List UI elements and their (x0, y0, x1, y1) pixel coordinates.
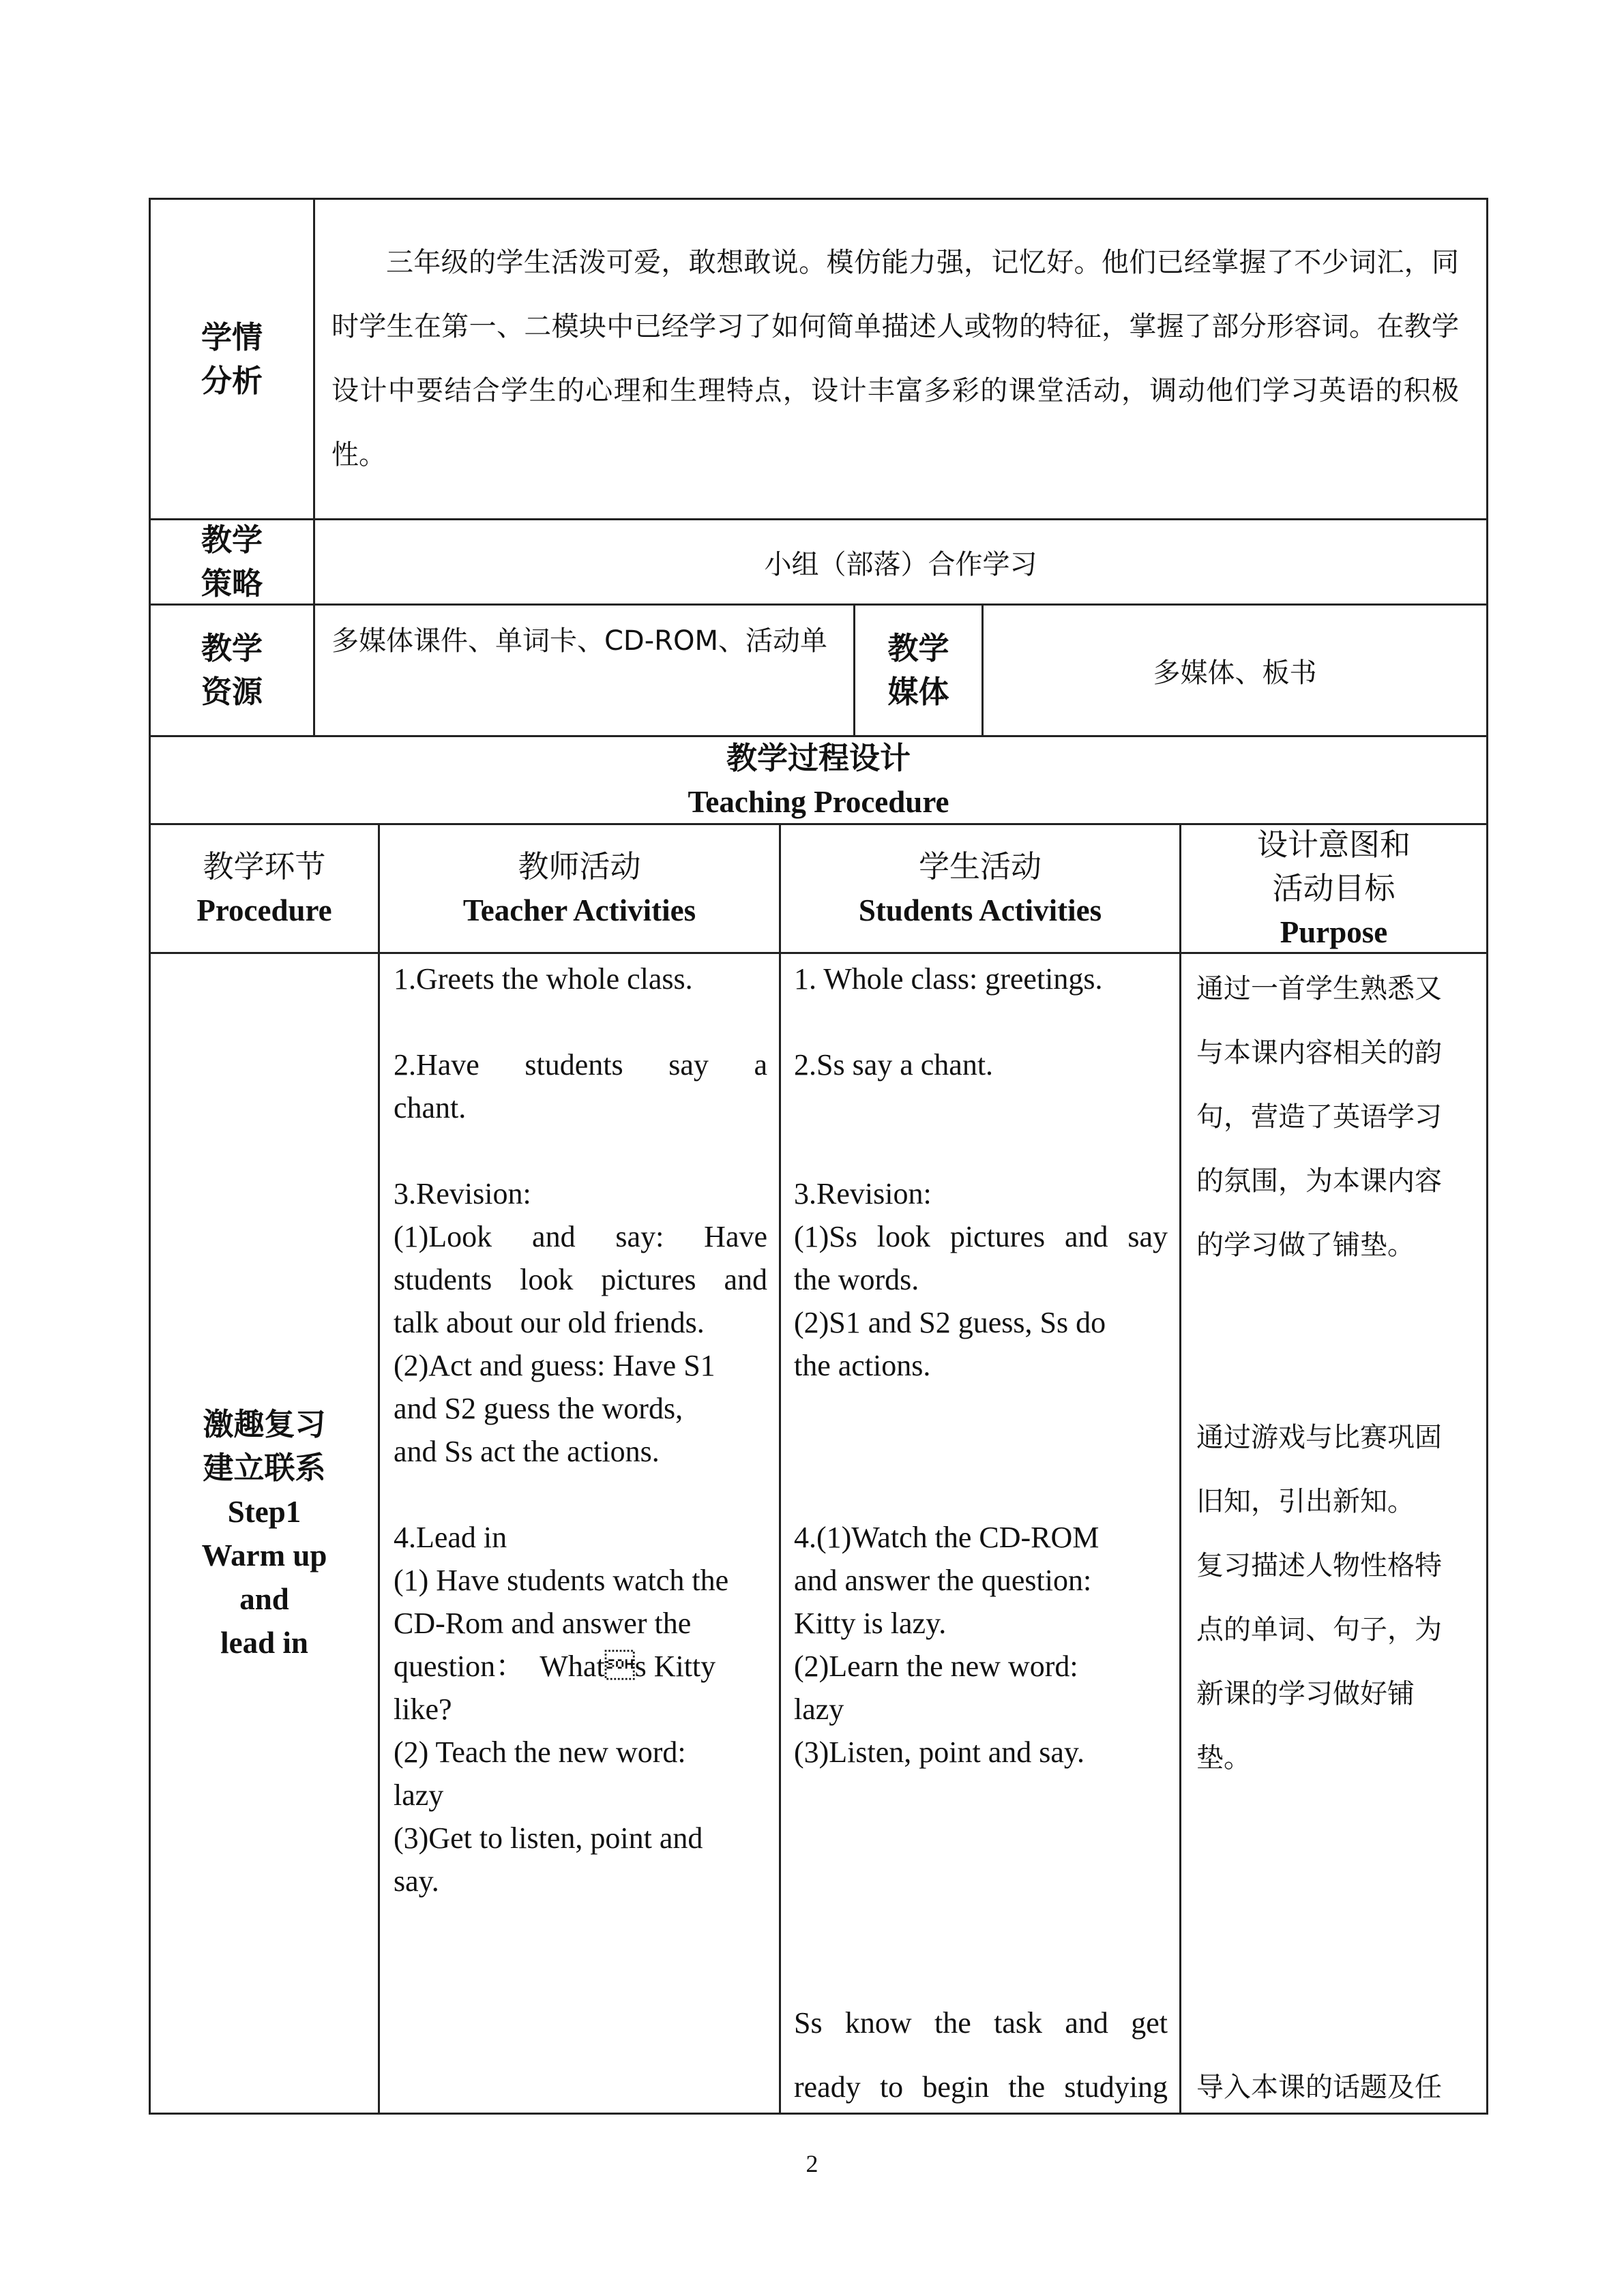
purpose-line: 垫。 (1196, 1742, 1251, 1774)
students-line: the actions. (794, 1349, 931, 1382)
students-line: (3)Listen, point and say. (794, 1735, 1085, 1769)
purpose-line: 句，营造了英语学习 (1196, 1101, 1442, 1133)
analysis-label-line1: 学情 (201, 318, 263, 355)
procedure-title-cn: 教学过程设计 (726, 740, 911, 776)
resources-label-line1: 教学 (201, 630, 263, 666)
purpose-line: 与本课内容相关的韵 (1196, 1037, 1442, 1069)
teacher-line: (1)Look and say: Have (394, 1220, 767, 1253)
purpose-line: 通过游戏与比赛巩固 (1196, 1422, 1442, 1453)
students-line: 3.Revision: (794, 1177, 932, 1210)
column-header-teacher-en: Teacher Activities (462, 893, 696, 927)
students-line: and answer the question: (794, 1564, 1092, 1597)
purpose-line: 的学习做了铺垫。 (1196, 1229, 1415, 1261)
column-header-students (781, 825, 1179, 952)
column-header-procedure (151, 825, 378, 952)
teacher-line: (1) Have students watch the (394, 1564, 729, 1597)
students-line: (1)Ss look pictures and say (794, 1220, 1168, 1253)
column-header-purpose-cn1: 设计意图和 (1256, 826, 1411, 863)
purpose-block-3 (1181, 2055, 1486, 2119)
table-border-right (1486, 198, 1488, 2115)
students-line: (2)Learn the new word: (794, 1650, 1078, 1683)
column-header-teacher (380, 825, 779, 952)
column-header-teacher-cn: 教师活动 (518, 848, 641, 884)
teacher-line: 1.Greets the whole class. (394, 962, 693, 996)
purpose-line: 导入本课的话题及任 (1196, 2072, 1442, 2103)
teacher-line: lazy (394, 1778, 444, 1812)
purpose-line: 的氛围，为本课内容 (1196, 1165, 1442, 1197)
teacher-line: (2)Act and guess: Have S1 (394, 1349, 715, 1382)
students-line: (2)S1 and S2 guess, Ss do (794, 1306, 1106, 1339)
purpose-line: 旧知，引出新知。 (1196, 1486, 1415, 1517)
column-header-procedure-cn: 教学环节 (203, 848, 326, 884)
teacher-line: and S2 guess the words, (394, 1392, 683, 1425)
teacher-activities (394, 957, 767, 1903)
stage-line: 建立联系 (203, 1449, 326, 1486)
analysis-label-line2: 分析 (201, 362, 263, 399)
purpose-block-2 (1181, 1405, 1486, 1790)
strategy-text: 小组（部落）合作学习 (764, 548, 1037, 580)
teacher-line: question： Whats Kitty (394, 1650, 716, 1683)
column-divider (779, 823, 781, 2115)
stage-line: Warm up (201, 1538, 327, 1572)
table-border-top (149, 198, 1488, 200)
media-label-line2: 媒体 (887, 674, 949, 710)
column-header-purpose-en: Purpose (1280, 915, 1388, 949)
stage-line: lead in (220, 1625, 308, 1660)
students-line: 4.(1)Watch the CD-ROM (794, 1521, 1099, 1554)
strategy-label-line2: 策略 (201, 565, 263, 601)
students-line: Kitty is lazy. (794, 1607, 947, 1640)
teacher-line: talk about our old friends. (394, 1306, 705, 1339)
stage-step1 (151, 954, 378, 2113)
resources-text: 多媒体课件、单词卡、CD-ROM、活动单 (331, 625, 827, 657)
stage-line: Step1 (227, 1494, 301, 1529)
students-line: lazy (794, 1693, 844, 1726)
column-divider (378, 823, 380, 2115)
teacher-line: like? (394, 1693, 452, 1726)
page-number: 2 (806, 2150, 818, 2177)
teacher-line: and Ss act the actions. (394, 1435, 660, 1468)
resources-label-line2: 资源 (201, 674, 263, 710)
students-activities (794, 957, 1168, 1774)
teacher-line: chant. (394, 1091, 467, 1124)
students-line: 2.Ss say a chant. (794, 1048, 994, 1082)
students-line: 1. Whole class: greetings. (794, 962, 1103, 996)
teacher-line: CD-Rom and answer the (394, 1607, 692, 1640)
stage-line: and (239, 1581, 289, 1616)
strategy-label (151, 520, 313, 603)
purpose-line: 通过一首学生熟悉又 (1196, 973, 1442, 1004)
column-header-purpose (1181, 825, 1486, 952)
media-text: 多媒体、板书 (1153, 657, 1317, 689)
procedure-title-en: Teaching Procedure (688, 785, 949, 819)
purpose-block-1 (1181, 957, 1486, 1277)
analysis-label (151, 200, 313, 518)
purpose-line: 点的单词、句子，为 (1196, 1614, 1442, 1645)
stage-line: 激趣复习 (203, 1405, 326, 1442)
teacher-line: 4.Lead in (394, 1521, 507, 1554)
resources-label (151, 606, 313, 735)
teacher-line: (3)Get to listen, point and (394, 1821, 703, 1855)
students-line: the words. (794, 1263, 919, 1296)
column-header-purpose-cn2: 活动目标 (1272, 870, 1396, 906)
students-line: ready to begin the studying (794, 2070, 1168, 2104)
purpose-line: 复习描述人物性格特 (1196, 1550, 1442, 1581)
column-header-students-cn: 学生活动 (918, 848, 1042, 884)
purpose-line: 新课的学习做好铺 (1196, 1678, 1415, 1710)
column-header-procedure-en: Procedure (196, 893, 332, 927)
procedure-title (151, 737, 1486, 823)
column-header-students-en: Students Activities (858, 893, 1102, 927)
students-line: Ss know the task and get (794, 2006, 1168, 2040)
media-label (855, 606, 981, 735)
teacher-line: 2.Have students say a (394, 1048, 767, 1082)
strategy-label-line1: 教学 (201, 522, 263, 558)
teacher-line: (2) Teach the new word: (394, 1735, 686, 1769)
teacher-line: 3.Revision: (394, 1177, 531, 1210)
teacher-line: say. (394, 1864, 439, 1898)
analysis-text: 三年级的学生活泼可爱，敢想敢说。模仿能力强，记忆好。他们已经掌握了不少词汇，同时学生在第一、二模块中已经学习了如何简单描述人或物的特征，掌握了部分形容词。在教学设计中要结合学生的心理和生理特点，设计丰富多彩的课堂活动，调动他们学习英语的积极性。 (331, 247, 1459, 471)
students-task-note (794, 1991, 1168, 2119)
media-label-line1: 教学 (887, 630, 949, 666)
teacher-line: students look pictures and (394, 1263, 767, 1296)
